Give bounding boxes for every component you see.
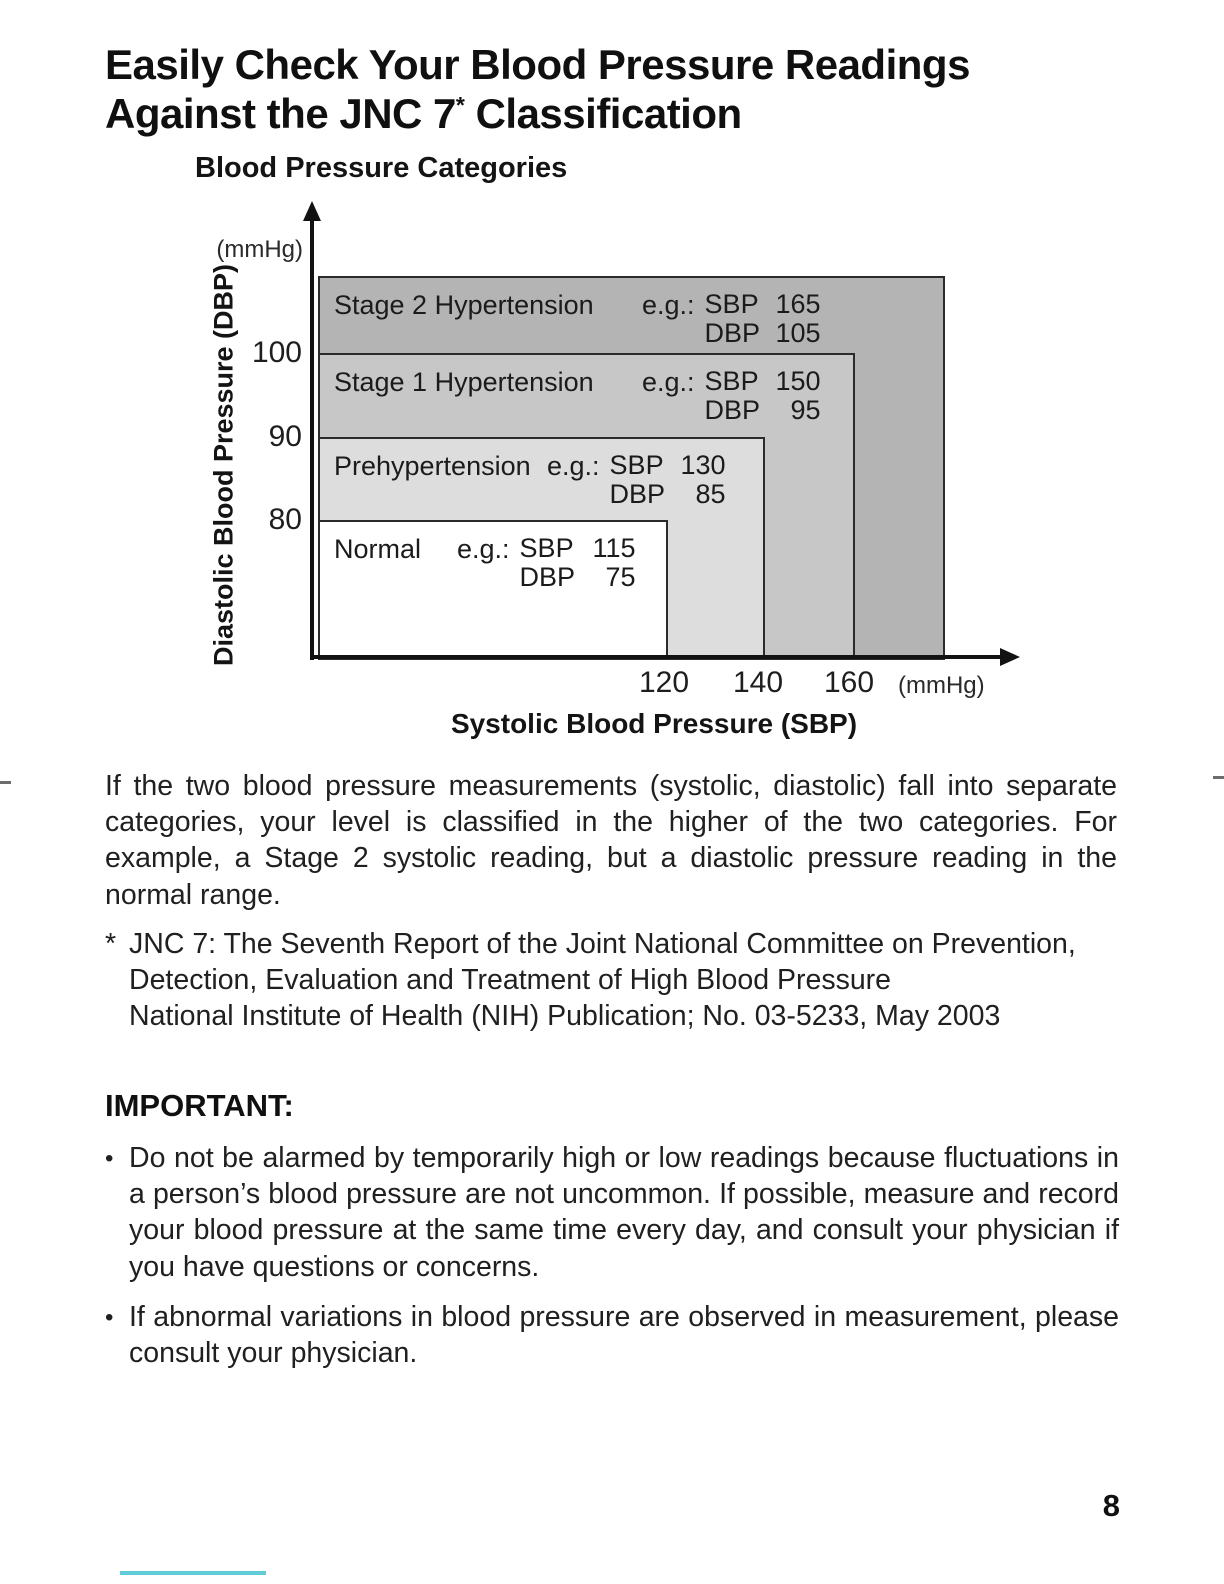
x-axis-unit: (mmHg) — [898, 672, 985, 699]
dbp-label: DBP — [609, 479, 666, 510]
x-axis-arrow-icon — [1000, 648, 1020, 666]
explanation-paragraph: If the two blood pressure measurements (systolic, diastolic) fall into separate categories, your level is classified in the higher of the two categories. For example, a Stage 2 systolic reading, but a diastolic pressure reading in the normal range. — [105, 770, 1117, 911]
sbp-row — [705, 367, 821, 396]
category-label: Normal — [334, 534, 422, 564]
sbp-label: SBP — [704, 289, 759, 319]
example-values — [610, 451, 726, 509]
footnote-publication: National Institute of Health (NIH) Publication; No. 03-5233, May 2003 — [129, 1000, 1001, 1033]
bullet-icon: • — [105, 1145, 114, 1172]
important-heading: IMPORTANT: — [105, 1088, 294, 1123]
x-tick-160: 160 — [823, 666, 875, 699]
dbp-value: 75 — [605, 562, 636, 593]
footnote-text: JNC 7: The Seventh Report of the Joint National Committee on Prevention, Detection, Evaluation and Treatment of High Blood Pressure — [129, 928, 1076, 997]
y-axis-arrow-icon — [303, 201, 321, 221]
eg-label: e.g.: — [642, 290, 695, 320]
x-axis — [310, 655, 1004, 659]
jnc7-footnote — [105, 926, 1117, 1035]
dbp-row — [705, 319, 821, 348]
sbp-value: 150 — [775, 366, 821, 396]
category-label: Prehypertension — [334, 451, 531, 481]
bullet-text: Do not be alarmed by temporarily high or low readings because fluctuations in a person’s blood pressure are not uncommon. If possible, measure and record your blood pressure at the same time every day, and consult your physician if you have questions or concerns. — [129, 1142, 1119, 1283]
x-axis-label: Systolic Blood Pressure (SBP) — [450, 708, 858, 739]
sbp-value: 130 — [680, 450, 726, 480]
title-asterisk: * — [455, 92, 465, 119]
title-line2-end: Classification — [464, 90, 742, 138]
dbp-row — [520, 563, 636, 592]
eg-label: e.g.: — [642, 367, 695, 397]
category-label: Stage 2 Hypertension — [334, 290, 594, 320]
category-box-normal — [318, 520, 668, 660]
eg-label: e.g.: — [547, 451, 600, 481]
bottom-registration-line — [120, 1571, 266, 1575]
important-bullet-list — [105, 1140, 1119, 1385]
dbp-label: DBP — [704, 395, 761, 426]
sbp-label: SBP — [704, 366, 759, 396]
dbp-label: DBP — [704, 318, 761, 349]
list-item — [105, 1140, 1119, 1285]
y-tick-90: 90 — [268, 420, 302, 453]
y-axis-unit: (mmHg) — [216, 236, 303, 263]
category-label: Stage 1 Hypertension — [334, 367, 594, 397]
chart-heading: Blood Pressure Categories — [195, 152, 568, 184]
dbp-label: DBP — [519, 562, 576, 593]
sbp-row — [705, 290, 821, 319]
sbp-row — [520, 534, 636, 563]
eg-label: e.g.: — [457, 534, 510, 564]
category-example — [457, 534, 636, 592]
y-tick-80: 80 — [268, 503, 302, 536]
example-values — [520, 534, 636, 592]
example-values — [705, 290, 821, 348]
dbp-value: 85 — [695, 479, 726, 510]
y-tick-100: 100 — [251, 336, 302, 369]
right-edge-mark — [1213, 776, 1224, 779]
category-example — [642, 367, 821, 425]
page-number: 8 — [1102, 1488, 1120, 1523]
sbp-row — [610, 451, 726, 480]
title-line2: Against the JNC 7 — [105, 90, 456, 138]
list-item — [105, 1299, 1119, 1371]
example-values — [705, 367, 821, 425]
title-line1: Easily Check Your Blood Pressure Readings — [105, 41, 970, 88]
footnote-marker: * — [105, 928, 117, 960]
bullet-text: If abnormal variations in blood pressure are observed in measurement, please consult your physician. — [129, 1300, 1119, 1369]
sbp-value: 115 — [592, 533, 636, 563]
sbp-value: 165 — [775, 289, 821, 319]
x-tick-120: 120 — [638, 666, 690, 699]
dbp-value: 95 — [790, 395, 821, 426]
sbp-label: SBP — [609, 450, 664, 480]
sbp-label: SBP — [519, 533, 574, 563]
dbp-value: 105 — [775, 318, 821, 349]
category-example — [642, 290, 821, 348]
category-example — [547, 451, 726, 509]
y-axis-label: Diastolic Blood Pressure (DBP) — [208, 263, 239, 667]
dbp-row — [610, 480, 726, 509]
y-axis — [310, 220, 314, 660]
left-edge-mark — [0, 781, 11, 784]
bullet-icon: • — [105, 1303, 114, 1331]
x-tick-140: 140 — [732, 666, 784, 699]
dbp-row — [705, 396, 821, 425]
